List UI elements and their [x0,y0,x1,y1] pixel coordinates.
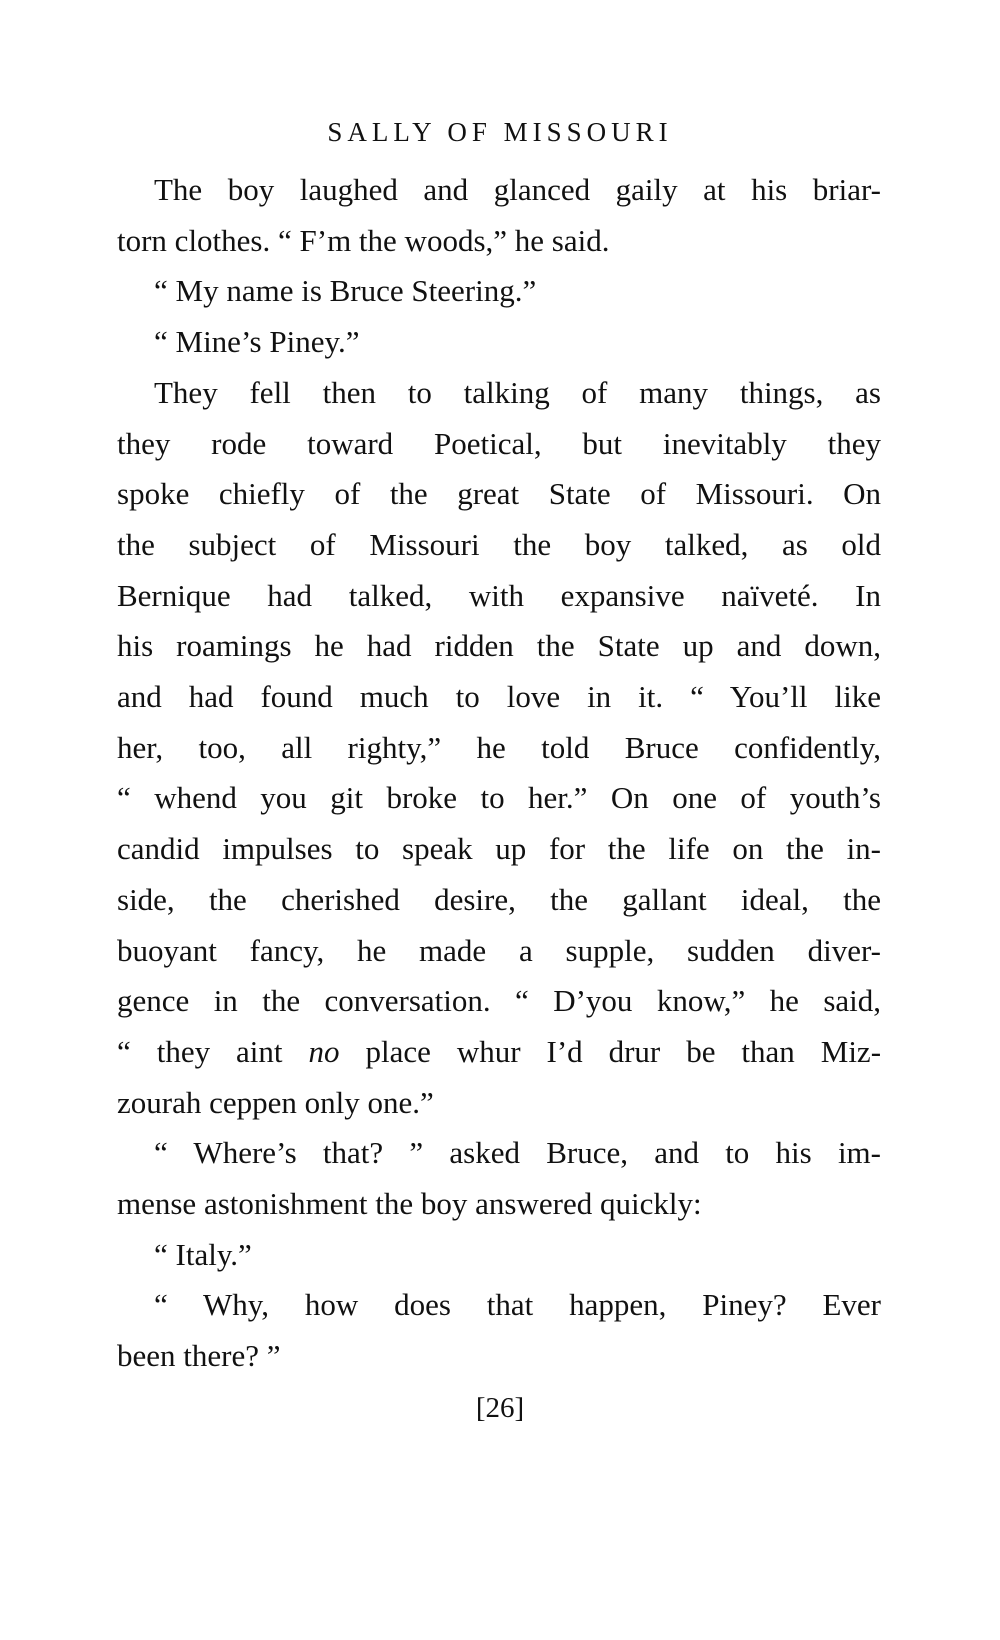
text-line: “ Where’s that? ” asked Bruce, and to his im- [154,1135,881,1171]
text-line: Bernique had talked, with expansive naïveté. In [117,577,881,613]
text-line: “ Italy.” [154,1236,252,1272]
italic-word: no [308,1033,340,1069]
text-line [117,1027,881,1078]
text-line: gence in the conversation. “ D’you know,” he said, [117,983,881,1019]
text-segment: place whur I’d drur be than Miz- [365,1033,882,1069]
text-line: mense astonishment the boy answered quickly: [117,1186,702,1222]
text-line: spoke chiefly of the great State of Missouri. On [117,476,881,512]
text-line: The boy laughed and glanced gaily at his briar- [154,172,881,207]
text-line: been there? ” [117,1338,281,1374]
text-line: the subject of Missouri the boy talked, as old [117,526,881,562]
text-line: candid impulses to speak up for the life on the in- [117,831,881,867]
body-text [117,165,881,1382]
text-line: They fell then to talking of many things, as [154,374,881,410]
text-line: they rode toward Poetical, but inevitably they [117,425,881,461]
text-line: his roamings he had ridden the State up and down, [117,628,881,664]
text-line: “ Mine’s Piney.” [154,324,360,360]
text-segment: “ they aint [117,1033,283,1069]
text-line: “ My name is Bruce Steering.” [154,273,537,309]
running-head: SALLY OF MISSOURI [327,117,673,147]
text-line: “ Why, how does that happen, Piney? Ever [154,1287,881,1323]
text-line: side, the cherished desire, the gallant ideal, the [117,881,881,917]
text-line: zourah ceppen only one.” [117,1084,434,1120]
text-line: torn clothes. “ F’m the woods,” he said. [117,222,610,258]
text-line: and had found much to love in it. “ You’ll like [117,679,881,715]
page-number: [26] [475,1392,525,1424]
text-line: her, too, all righty,” he told Bruce confidently, [117,729,881,765]
text-line: “ whend you git broke to her.” On one of youth’s [117,780,881,816]
text-line: buoyant fancy, he made a supple, sudden diver- [117,932,881,968]
